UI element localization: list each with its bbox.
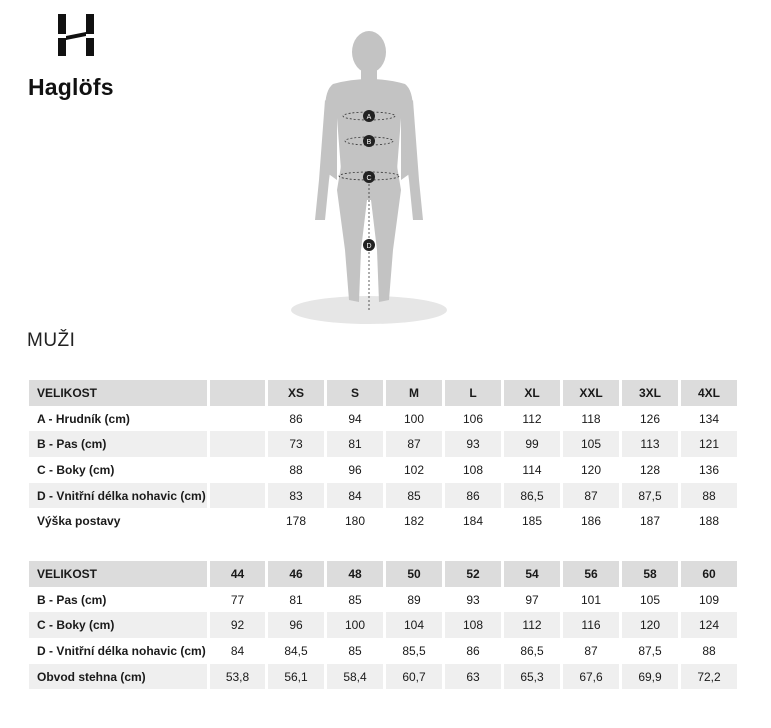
table-cell: 99 [504, 431, 560, 457]
header-cell: S [327, 380, 383, 406]
table-cell: 120 [580, 462, 602, 477]
section-title: MUŽI [27, 330, 76, 351]
svg-text:A: A [366, 114, 372, 121]
header-cell [210, 380, 265, 406]
table-cell: 128 [639, 462, 661, 477]
table-cell: 86,5 [520, 643, 544, 658]
table-row [29, 457, 737, 483]
table-cell: 134 [698, 411, 720, 426]
table-cell: 87 [563, 483, 619, 509]
marker-d [363, 239, 375, 251]
table-cell: 105 [563, 431, 619, 457]
table-cell: 186 [580, 514, 602, 529]
header-cell: 4XL [681, 380, 737, 406]
spacer-cell [210, 457, 265, 483]
table-cell: 120 [622, 612, 678, 638]
table-cell: 83 [268, 483, 324, 509]
header-cell: VELIKOST [29, 561, 207, 587]
table-cell: 84 [327, 483, 383, 509]
table-cell: 87,5 [638, 643, 662, 658]
table-cell: 180 [344, 514, 366, 529]
table-cell: 53,8 [210, 664, 265, 690]
table-cell: 72,2 [681, 664, 737, 690]
table-cell: 87 [386, 431, 442, 457]
table-row [29, 508, 737, 534]
header-cell: VELIKOST [29, 380, 207, 406]
header-cell: 58 [622, 561, 678, 587]
row-label: Obvod stehna (cm) [29, 664, 207, 690]
table-cell: 93 [445, 431, 501, 457]
table-cell: 118 [581, 411, 601, 426]
table-cell: 108 [445, 612, 501, 638]
table-row [29, 483, 737, 509]
row-label: B - Pas (cm) [29, 431, 207, 457]
table-cell: 184 [462, 514, 484, 529]
table-cell: 113 [622, 431, 678, 457]
row-label: D - Vnitřní délka nohavic (cm) [29, 483, 207, 509]
spacer-cell [210, 431, 265, 457]
header-cell: XL [504, 380, 560, 406]
table-cell: 86 [466, 643, 480, 658]
table-cell: 60,7 [386, 664, 442, 690]
table-cell: 93 [466, 592, 480, 607]
table-cell: 86 [289, 411, 303, 426]
table-cell: 112 [504, 612, 560, 638]
table-cell: 77 [230, 592, 245, 607]
table-row [29, 587, 737, 613]
haglofs-h-logo-icon [54, 14, 98, 56]
header-cell: 46 [268, 561, 324, 587]
table-cell: 106 [462, 411, 484, 426]
table-cell: 182 [403, 514, 425, 529]
table-cell: 67,6 [563, 664, 619, 690]
spacer-cell [210, 508, 265, 534]
table-cell: 88 [681, 483, 737, 509]
header-cell: 50 [386, 561, 442, 587]
table-cell: 85 [386, 483, 442, 509]
row-label: C - Boky (cm) [29, 612, 207, 638]
table-cell: 108 [462, 462, 484, 477]
table-cell: 109 [698, 592, 720, 607]
table-cell: 188 [698, 514, 720, 529]
table-cell: 88 [289, 462, 303, 477]
table-row [29, 431, 737, 457]
row-label: C - Boky (cm) [37, 462, 115, 477]
body-measurement-figure [285, 30, 455, 330]
table-cell: 126 [639, 411, 661, 426]
table-cell: 136 [698, 462, 720, 477]
marker-a [363, 110, 375, 122]
svg-text:D: D [366, 243, 372, 250]
table-cell: 105 [639, 592, 661, 607]
header-cell: 3XL [622, 380, 678, 406]
row-label: B - Pas (cm) [37, 592, 107, 607]
marker-c [363, 171, 375, 183]
table-cell: 178 [285, 514, 307, 529]
row-label: D - Vnitřní délka nohavic (cm) [37, 643, 206, 658]
header-cell: M [386, 380, 442, 406]
size-table-letter [26, 380, 740, 534]
table-cell: 96 [348, 462, 362, 477]
header-cell: 44 [210, 561, 265, 587]
svg-text:B: B [366, 139, 372, 146]
row-label: Výška postavy [37, 514, 121, 529]
marker-b [363, 135, 375, 147]
table-cell: 121 [681, 431, 737, 457]
table-cell: 86 [445, 483, 501, 509]
table-cell: 85 [348, 643, 362, 658]
header-cell: 54 [504, 561, 560, 587]
header-cell: XXL [563, 380, 619, 406]
table-cell: 63 [445, 664, 501, 690]
svg-text:C: C [366, 175, 372, 182]
brand-name: Haglöfs [28, 74, 114, 100]
table-row [29, 664, 737, 690]
row-label: A - Hrudník (cm) [37, 411, 130, 426]
spacer-cell [210, 483, 265, 509]
table-cell: 92 [210, 612, 265, 638]
header-cell: 60 [681, 561, 737, 587]
table-cell: 102 [403, 462, 425, 477]
table-cell: 73 [268, 431, 324, 457]
table-cell: 56,1 [268, 664, 324, 690]
table-cell: 88 [702, 643, 716, 658]
table-cell: 81 [327, 431, 383, 457]
table-cell: 96 [268, 612, 324, 638]
table-cell: 114 [522, 462, 542, 477]
size-table-numeric [26, 561, 740, 689]
table-cell: 94 [348, 411, 362, 426]
table-cell: 87,5 [622, 483, 678, 509]
table-row [29, 406, 737, 432]
table-cell: 58,4 [327, 664, 383, 690]
table-cell: 101 [580, 592, 602, 607]
table-cell: 116 [563, 612, 619, 638]
table-cell: 185 [521, 514, 543, 529]
table-cell: 87 [584, 643, 598, 658]
header-cell: 52 [445, 561, 501, 587]
table-cell: 85,5 [402, 643, 426, 658]
table-cell: 100 [327, 612, 383, 638]
table-cell: 104 [386, 612, 442, 638]
header-cell: 48 [327, 561, 383, 587]
table-row [29, 612, 737, 638]
table-cell: 85 [348, 592, 362, 607]
table-cell: 84,5 [284, 643, 308, 658]
table-cell: 69,9 [622, 664, 678, 690]
table-cell: 187 [639, 514, 661, 529]
brand-logo [28, 14, 128, 104]
table-cell: 124 [681, 612, 737, 638]
table-header-row [29, 561, 737, 587]
table-cell: 100 [403, 411, 425, 426]
table-row [29, 638, 737, 664]
table-cell: 86,5 [504, 483, 560, 509]
table-cell: 112 [522, 411, 542, 426]
header-cell: 56 [563, 561, 619, 587]
table-cell: 65,3 [504, 664, 560, 690]
header-cell: XS [268, 380, 324, 406]
table-header-row [29, 380, 737, 406]
table-cell: 81 [289, 592, 303, 607]
spacer-cell [210, 406, 265, 432]
table-cell: 97 [525, 592, 539, 607]
table-cell: 89 [407, 592, 421, 607]
header-cell: L [445, 380, 501, 406]
table-cell: 84 [230, 643, 245, 658]
